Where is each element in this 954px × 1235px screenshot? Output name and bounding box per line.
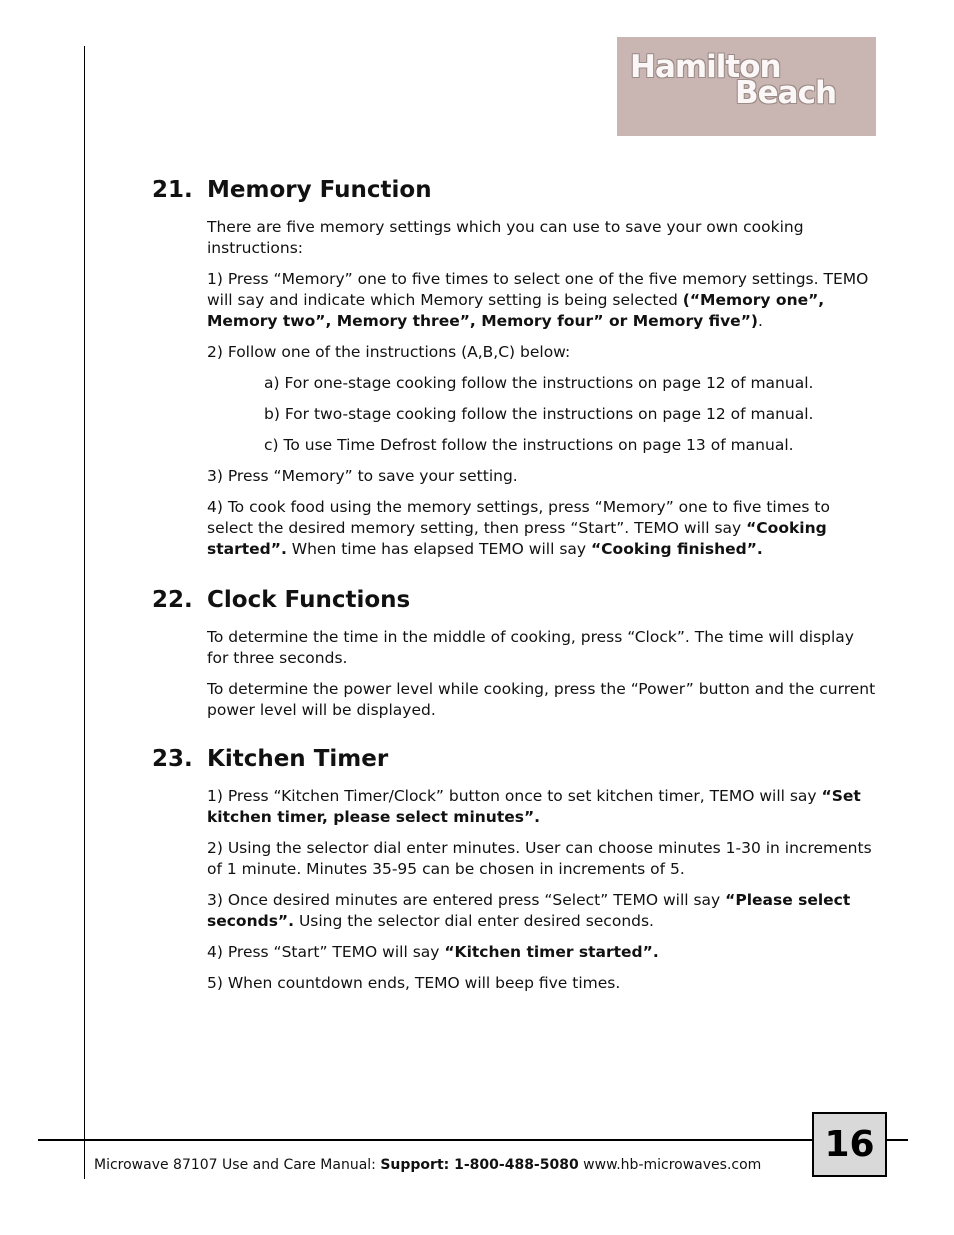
logo-line-1: Hamilton: [630, 49, 781, 85]
sub-item: c) To use Time Defrost follow the instructions on page 13 of manual.: [264, 436, 794, 454]
paragraph: 2) Using the selector dial enter minutes. User can choose minutes 1-30 in increments of 1 minute. Minutes 35-95 can be chosen in increments of 5.: [207, 839, 872, 878]
footer-text: [94, 1155, 761, 1175]
sub-item: b) For two-stage cooking follow the instructions on page 12 of manual.: [264, 405, 814, 423]
footer-support-phone: Support: 1-800-488-5080: [380, 1157, 579, 1173]
paragraph: 1) Press “Kitchen Timer/Clock” button once to set kitchen timer, TEMO will say “Set kitchen timer, please select minutes”.: [207, 787, 861, 826]
paragraph: 4) Press “Start” TEMO will say “Kitchen timer started”.: [207, 943, 659, 961]
section-number: 22.: [152, 587, 193, 613]
section-number: 21.: [152, 177, 193, 203]
section-number: 23.: [152, 746, 193, 772]
footer-rule: [38, 1139, 908, 1141]
footer-website: www.hb-microwaves.com: [578, 1157, 762, 1173]
paragraph: There are five memory settings which you can use to save your own cooking instructions:: [207, 218, 804, 257]
sub-item: a) For one-stage cooking follow the instructions on page 12 of manual.: [264, 374, 814, 392]
section-heading: [152, 586, 880, 614]
paragraph: To determine the time in the middle of cooking, press “Clock”. The time will display for three seconds.: [207, 628, 854, 667]
section-clock-functions: [152, 586, 880, 721]
section-title: Clock Functions: [207, 587, 411, 613]
section-kitchen-timer: [152, 745, 880, 994]
section-title: Memory Function: [207, 177, 432, 203]
section-heading: [152, 745, 880, 773]
page-number: 16: [812, 1112, 887, 1177]
paragraph: To determine the power level while cooking, press the “Power” button and the current power level will be displayed.: [207, 680, 876, 719]
paragraph: 1) Press “Memory” one to five times to select one of the five memory settings. TEMO will say and indicate which Memory setting is being selected (“Memory one”, Memory two”, Memory three”, Memory four” or Memory five”).: [207, 270, 869, 330]
paragraph: 2) Follow one of the instructions (A,B,C) below:: [207, 343, 571, 361]
footer-manual-title: Microwave 87107 Use and Care Manual:: [94, 1157, 381, 1173]
logo-line-2: Beach: [735, 75, 837, 111]
left-margin-rule: [84, 46, 85, 1179]
section-heading: [152, 176, 880, 204]
paragraph: 3) Press “Memory” to save your setting.: [207, 467, 518, 485]
section-title: Kitchen Timer: [207, 746, 389, 772]
paragraph: 3) Once desired minutes are entered press “Select” TEMO will say “Please select seconds”. Using the selector dial enter desired seconds.: [207, 891, 851, 930]
paragraph: 5) When countdown ends, TEMO will beep five times.: [207, 974, 621, 992]
section-memory-function: [152, 176, 880, 560]
hamilton-beach-logo: [617, 37, 876, 136]
paragraph: 4) To cook food using the memory settings, press “Memory” one to five times to select the desired memory setting, then press “Start”. TEMO will say “Cooking started”. When time has elapsed TEMO will say “Cooking finished”.: [207, 498, 830, 558]
